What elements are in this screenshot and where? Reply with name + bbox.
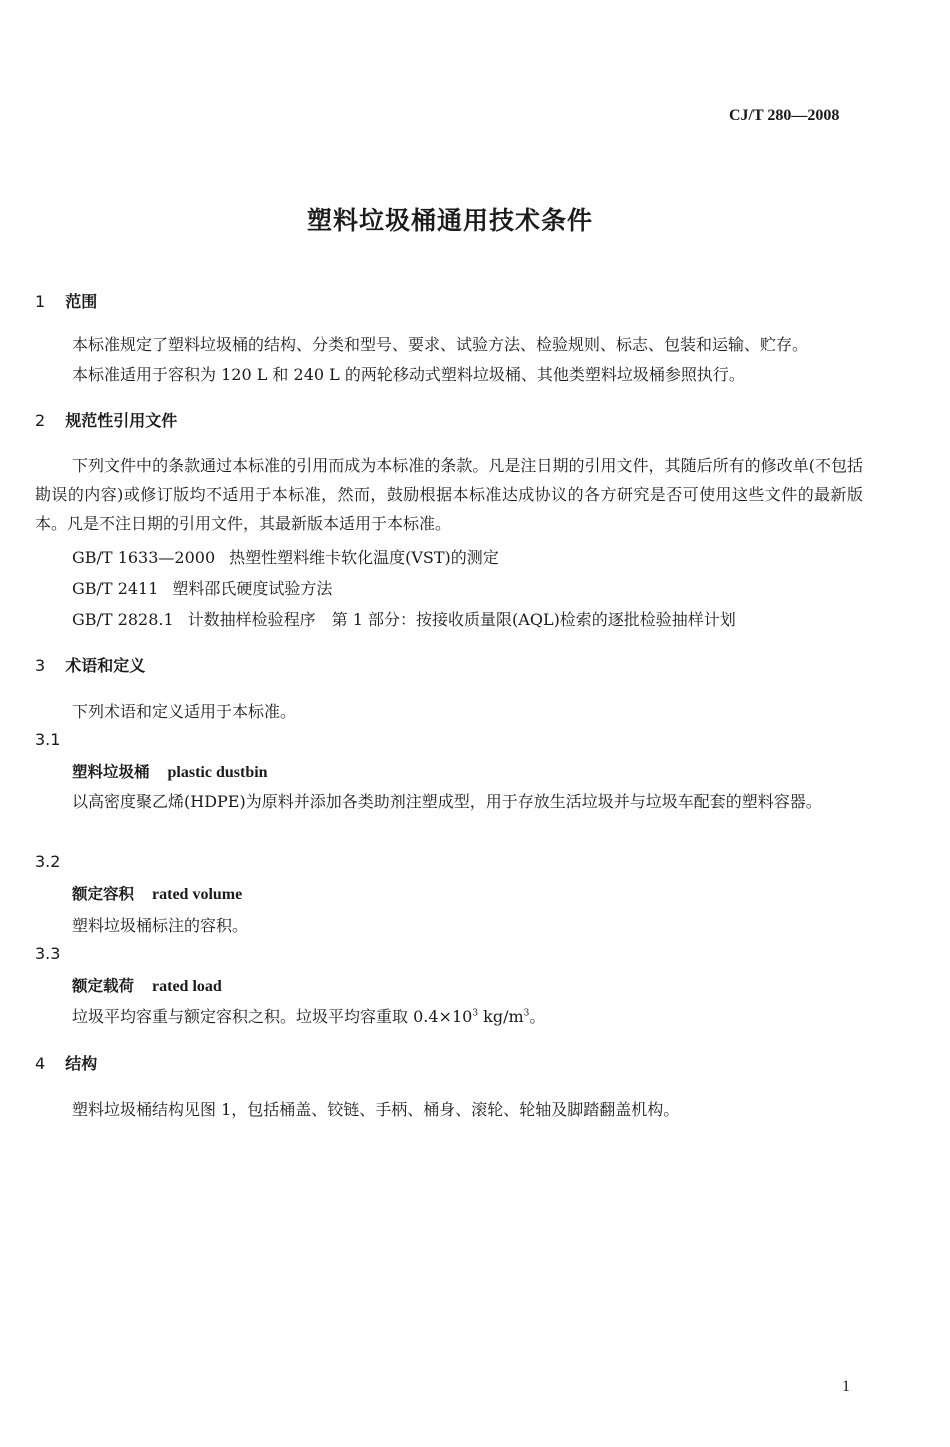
- term-definition: [72, 1004, 545, 1027]
- reference-title: 塑料邵氏硬度试验方法: [172, 579, 333, 598]
- superscript: 3: [472, 1008, 479, 1019]
- term-en: rated volume: [152, 886, 243, 903]
- term-en: rated load: [152, 978, 222, 995]
- term-number: 3.2: [35, 852, 61, 871]
- reference-code: GB/T 1633—2000: [72, 548, 216, 567]
- definition-text: 。: [529, 1007, 546, 1026]
- term-zh: 额定载荷: [72, 977, 135, 995]
- reference-title: 计数抽样检验程序 第 1 部分：按接收质量限(AQL)检索的逐批检验抽样计划: [187, 610, 736, 629]
- document-title: 塑料垃圾桶通用技术条件: [306, 206, 593, 235]
- term-heading: [72, 882, 242, 904]
- section-title: 规范性引用文件: [65, 411, 178, 430]
- section-1-heading: [35, 289, 97, 312]
- section-3-heading: [35, 653, 145, 676]
- section-number: 3: [35, 656, 46, 675]
- term-number: 3.1: [35, 730, 61, 749]
- section-1-paragraph: 本标准适用于容积为 120 L 和 240 L 的两轮移动式塑料垃圾桶、其他类塑料垃圾桶参照执行。: [72, 365, 745, 384]
- normative-reference: [72, 545, 499, 568]
- definition-text: kg/m: [478, 1007, 524, 1026]
- section-number: 2: [35, 411, 46, 430]
- term-number: 3.3: [35, 944, 61, 963]
- section-4-heading: [35, 1051, 97, 1074]
- normative-reference: [72, 607, 736, 630]
- term-zh: 额定容积: [72, 885, 135, 903]
- term-zh: 塑料垃圾桶: [72, 763, 150, 781]
- definition-text: 垃圾平均容重与额定容积之积。垃圾平均容重取 0.4×10: [72, 1007, 473, 1026]
- section-title: 范围: [65, 292, 98, 311]
- section-2-heading: [35, 408, 177, 431]
- section-number: 1: [35, 292, 46, 311]
- term-definition: 塑料垃圾桶标注的容积。: [72, 916, 249, 935]
- section-title: 结构: [65, 1054, 98, 1073]
- term-heading: [72, 974, 222, 996]
- standard-code: CJ/T 280—2008: [729, 107, 840, 124]
- superscript: 3: [523, 1008, 530, 1019]
- section-title: 术语和定义: [65, 656, 146, 675]
- section-3-intro: 下列术语和定义适用于本标准。: [72, 702, 297, 721]
- term-heading: [72, 760, 268, 782]
- reference-title: 热塑性塑料维卡软化温度(VST)的测定: [229, 548, 499, 567]
- section-2-intro: 下列文件中的条款通过本标准的引用而成为本标准的条款。凡是注日期的引用文件，其随后所有的修改单(不包括勘误的内容)或修订版均不适用于本标准，然而，鼓励根据本标准达成协议的各方研究是否可使用这些文件的最新版本。凡是不注日期的引用文件，其最新版本适用于本标准。: [35, 456, 863, 533]
- section-number: 4: [35, 1054, 46, 1073]
- normative-reference: [72, 576, 332, 599]
- term-definition: 以高密度聚乙烯(HDPE)为原料并添加各类助剂注塑成型，用于存放生活垃圾并与垃圾车配套的塑料容器。: [72, 792, 822, 811]
- reference-code: GB/T 2411: [72, 579, 159, 598]
- reference-code: GB/T 2828.1: [72, 610, 174, 629]
- term-en: plastic dustbin: [167, 764, 268, 781]
- section-1-paragraph: 本标准规定了塑料垃圾桶的结构、分类和型号、要求、试验方法、检验规则、标志、包装和运输、贮存。: [72, 335, 809, 354]
- page-number: 1: [842, 1378, 850, 1395]
- section-4-paragraph: 塑料垃圾桶结构见图 1，包括桶盖、铰链、手柄、桶身、滚轮、轮轴及脚踏翻盖机构。: [72, 1100, 680, 1119]
